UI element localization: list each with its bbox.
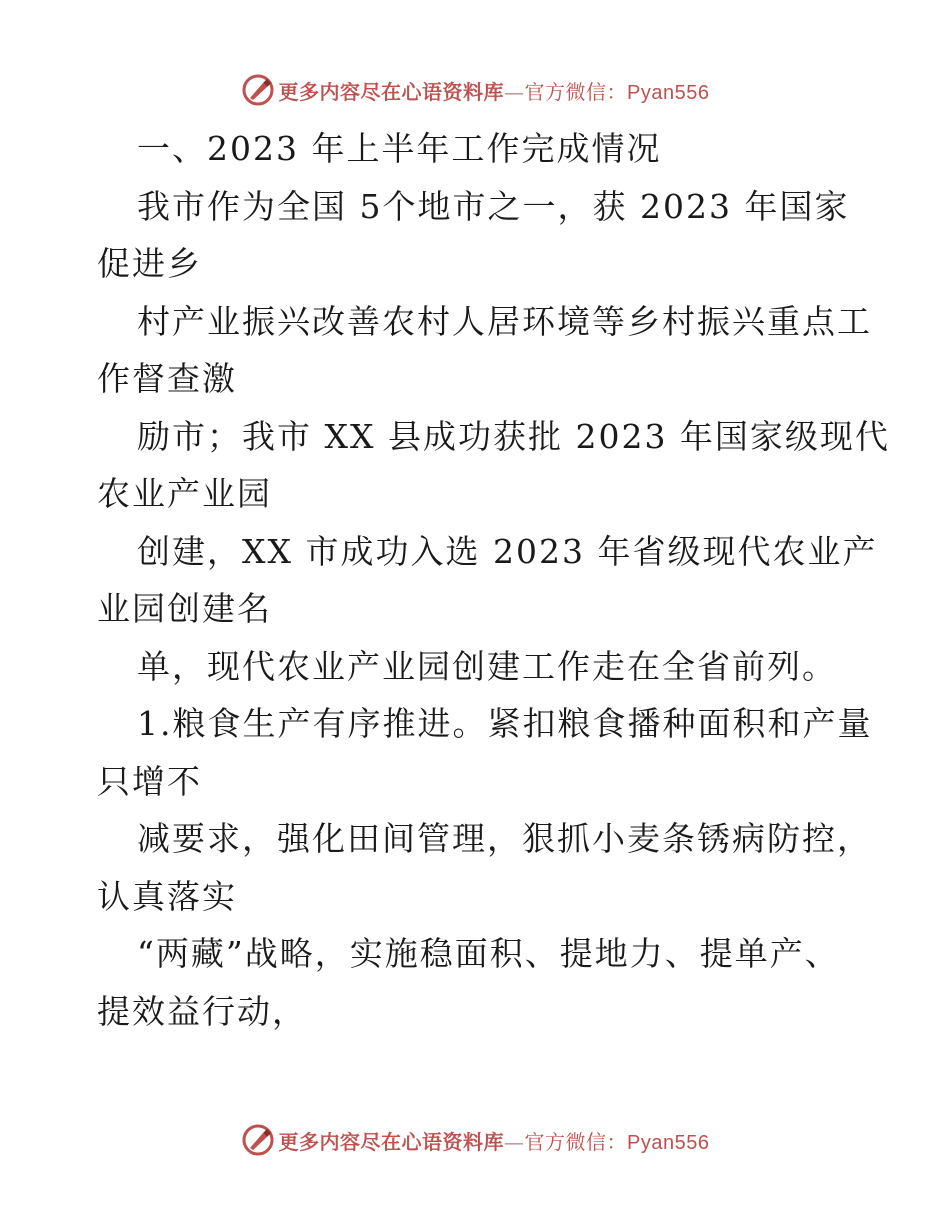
text-line: 村产业振兴改善农村人居环境等乡村振兴重点工	[137, 301, 872, 341]
text-line: 励市；我市 XX 县成功获批 2023 年国家级现代	[137, 416, 890, 456]
watermark-separator: —	[504, 1129, 525, 1154]
text-line: 只增不	[97, 761, 202, 801]
text-line: 创建，XX 市成功入选 2023 年省级现代农业产	[137, 531, 878, 571]
pen-logo-icon	[241, 1123, 275, 1157]
text-line: 1.粮食生产有序推进。紧扣粮食播种面积和产量	[137, 704, 873, 743]
text-line: 减要求，强化田间管理，狠抓小麦条锈病防控，	[137, 819, 872, 858]
text-line: 作督查激	[97, 359, 237, 398]
pen-logo-icon	[241, 73, 275, 107]
text-line: 农业产业园	[97, 474, 272, 513]
text-line: 我市作为全国 5个地市之一，获 2023 年国家	[137, 186, 850, 226]
text-line: 认真落实	[97, 876, 237, 916]
footer-watermark	[0, 1120, 950, 1160]
watermark-brand: 更多内容尽在心语资料库	[278, 79, 505, 104]
text-line: “两藏”战略，实施稳面积、提地力、提单产、	[137, 934, 840, 973]
header-watermark	[0, 70, 950, 110]
watermark-brand: 更多内容尽在心语资料库	[278, 1129, 505, 1154]
watermark-contact: 官方微信：Pyan556	[524, 1131, 710, 1154]
watermark-text	[279, 1126, 710, 1155]
watermark-separator: —	[504, 79, 525, 104]
text-line: 促进乡	[97, 244, 202, 283]
text-line: 一、2023 年上半年工作完成情况	[137, 129, 662, 168]
watermark-contact: 官方微信：Pyan556	[524, 81, 710, 104]
document-body	[97, 120, 890, 1040]
text-line: 单，现代农业产业园创建工作走在全省前列。	[137, 646, 837, 686]
text-line: 提效益行动，	[97, 991, 307, 1031]
text-line: 业园创建名	[97, 589, 272, 628]
watermark-text	[279, 76, 710, 105]
